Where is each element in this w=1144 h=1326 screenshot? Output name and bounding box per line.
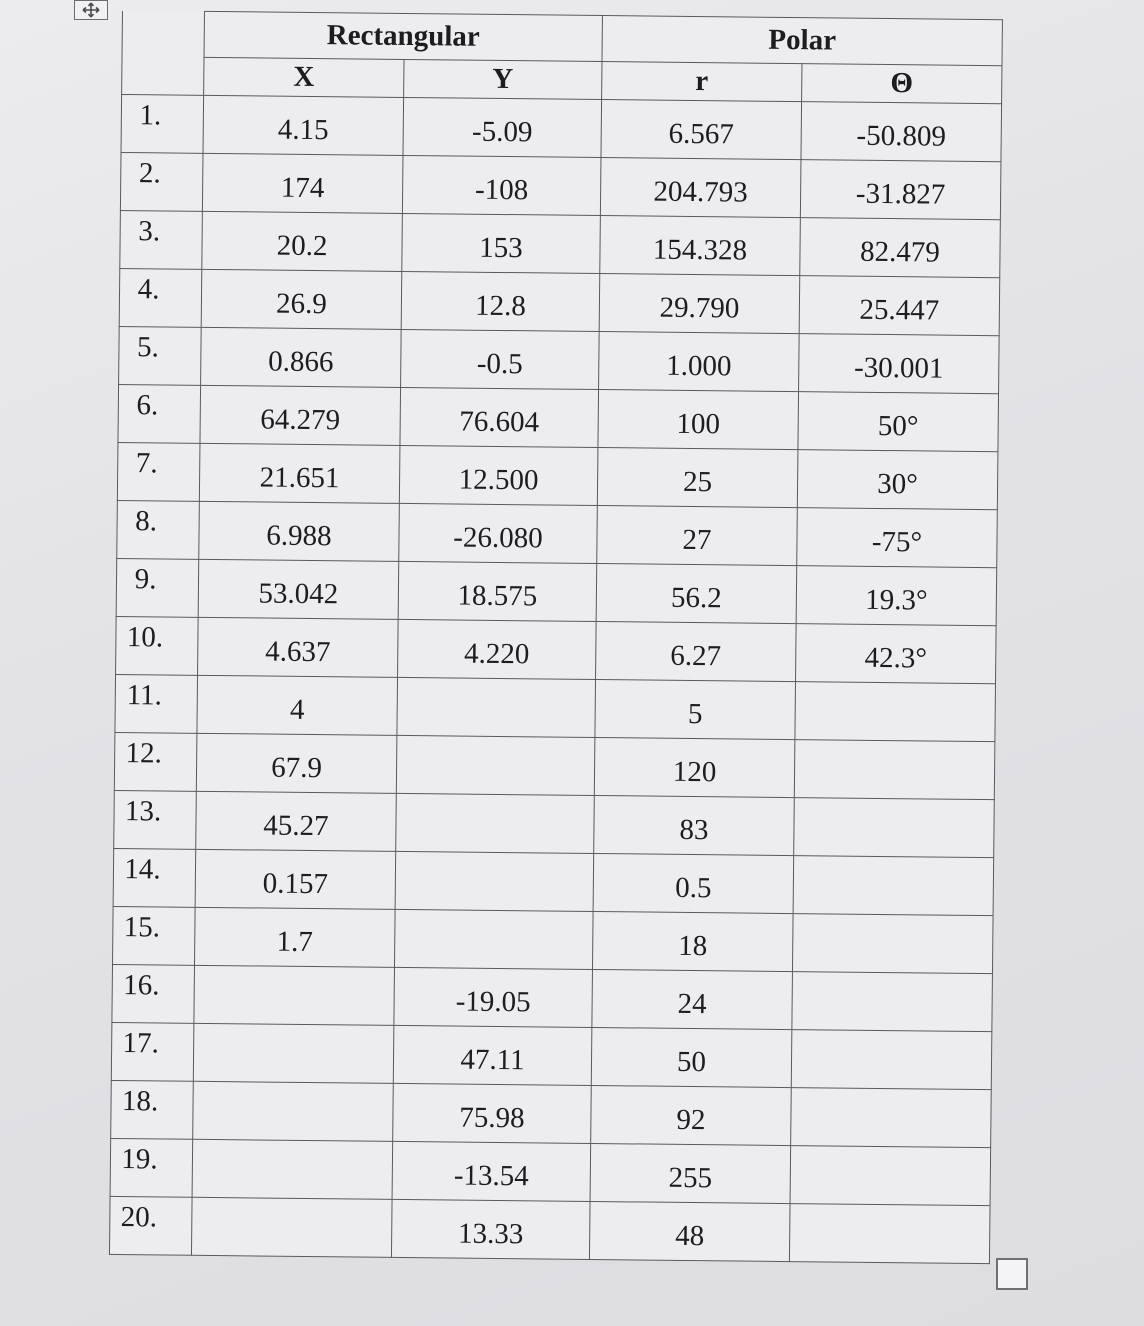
x-value-cell[interactable]: 1.7 xyxy=(195,907,396,967)
y-value-cell[interactable]: 18.575 xyxy=(398,561,597,621)
y-value-cell[interactable] xyxy=(397,677,596,737)
y-value-cell[interactable]: -108 xyxy=(402,155,601,215)
theta-value-cell[interactable]: 82.479 xyxy=(800,218,1001,278)
table-row xyxy=(112,964,993,1031)
row-number-cell[interactable]: 20. xyxy=(109,1196,192,1255)
theta-value-cell[interactable]: 19.3° xyxy=(796,566,997,626)
x-value-cell[interactable]: 0.157 xyxy=(195,849,396,909)
row-number-cell[interactable]: 18. xyxy=(111,1080,194,1139)
r-value-cell[interactable]: 1.000 xyxy=(599,332,800,392)
table-row xyxy=(118,384,999,451)
theta-value-cell[interactable] xyxy=(790,1146,991,1206)
table-resize-handle[interactable] xyxy=(996,1258,1028,1290)
coordinate-conversion-table xyxy=(109,10,1003,1264)
column-header-x: X xyxy=(204,57,404,97)
r-value-cell[interactable]: 83 xyxy=(594,795,795,855)
x-value-cell[interactable] xyxy=(194,965,395,1025)
column-header-r: r xyxy=(602,62,802,102)
r-value-cell[interactable]: 100 xyxy=(598,390,799,450)
x-value-cell[interactable]: 4.637 xyxy=(198,617,399,677)
r-value-cell[interactable]: 204.793 xyxy=(600,158,801,218)
column-header-y: Y xyxy=(404,59,602,99)
x-value-cell[interactable]: 6.988 xyxy=(199,501,400,561)
theta-value-cell[interactable]: 42.3° xyxy=(796,624,997,684)
x-value-cell[interactable] xyxy=(193,1081,394,1141)
table-row xyxy=(117,442,998,509)
y-value-cell[interactable]: 12.8 xyxy=(401,271,600,331)
y-value-cell[interactable]: 12.500 xyxy=(399,445,598,505)
y-value-cell[interactable]: -13.54 xyxy=(392,1141,591,1201)
table-row xyxy=(117,500,998,567)
r-value-cell[interactable]: 25 xyxy=(597,448,798,508)
y-value-cell[interactable]: 47.11 xyxy=(393,1025,592,1085)
r-value-cell[interactable]: 120 xyxy=(594,737,795,797)
row-number-cell[interactable]: 7. xyxy=(117,442,200,501)
r-value-cell[interactable]: 48 xyxy=(589,1201,790,1261)
r-value-cell[interactable]: 50 xyxy=(591,1027,792,1087)
y-value-cell[interactable]: -26.080 xyxy=(399,503,598,563)
x-value-cell[interactable]: 26.9 xyxy=(201,269,402,329)
conversion-table-container xyxy=(109,10,1002,1264)
y-value-cell[interactable]: 13.33 xyxy=(391,1199,590,1259)
row-number-cell[interactable]: 1. xyxy=(121,95,204,154)
row-number-cell[interactable]: 2. xyxy=(120,152,203,211)
r-value-cell[interactable]: 154.328 xyxy=(600,216,801,276)
r-value-cell[interactable]: 92 xyxy=(591,1085,792,1145)
y-value-cell[interactable]: 153 xyxy=(402,213,601,273)
y-value-cell[interactable] xyxy=(395,851,594,911)
r-value-cell[interactable]: 56.2 xyxy=(596,564,797,624)
table-row xyxy=(113,848,994,915)
x-value-cell[interactable] xyxy=(193,1023,394,1083)
row-number-cell[interactable]: 14. xyxy=(113,848,196,907)
y-value-cell[interactable]: -5.09 xyxy=(403,97,602,157)
move-arrows-icon xyxy=(80,2,102,18)
x-value-cell[interactable]: 174 xyxy=(202,153,403,213)
x-value-cell[interactable]: 45.27 xyxy=(196,791,397,851)
theta-value-cell[interactable]: 30° xyxy=(797,450,998,510)
theta-value-cell[interactable]: -75° xyxy=(797,508,998,568)
column-header-theta: Θ xyxy=(802,64,1002,104)
table-row xyxy=(120,210,1001,277)
x-value-cell[interactable]: 4 xyxy=(197,675,398,735)
y-value-cell[interactable]: 4.220 xyxy=(398,619,597,679)
x-value-cell[interactable]: 21.651 xyxy=(199,443,400,503)
table-row xyxy=(113,906,994,973)
row-number-cell[interactable]: 16. xyxy=(112,964,195,1023)
theta-value-cell[interactable] xyxy=(789,1204,990,1264)
y-value-cell[interactable]: -19.05 xyxy=(394,967,593,1027)
table-row xyxy=(120,152,1001,219)
row-number-cell[interactable]: 6. xyxy=(118,384,201,443)
r-value-cell[interactable]: 255 xyxy=(590,1143,791,1203)
theta-value-cell[interactable] xyxy=(792,914,993,974)
row-number-cell[interactable]: 12. xyxy=(114,732,197,791)
r-value-cell[interactable]: 0.5 xyxy=(593,853,794,913)
theta-value-cell[interactable] xyxy=(794,798,995,858)
y-value-cell[interactable] xyxy=(396,793,595,853)
table-row xyxy=(119,326,1000,393)
r-value-cell[interactable]: 6.27 xyxy=(596,621,797,681)
theta-value-cell[interactable] xyxy=(794,740,995,800)
theta-value-cell[interactable]: -31.827 xyxy=(800,160,1001,220)
theta-value-cell[interactable]: -30.001 xyxy=(799,334,1000,394)
polar-group-header: Polar xyxy=(602,16,1002,66)
theta-value-cell[interactable]: 50° xyxy=(798,392,999,452)
y-value-cell[interactable]: 76.604 xyxy=(400,387,599,447)
table-row xyxy=(115,674,996,741)
x-value-cell[interactable] xyxy=(191,1197,392,1257)
row-number-header xyxy=(122,11,205,96)
x-value-cell[interactable]: 0.866 xyxy=(201,327,402,387)
row-number-cell[interactable]: 13. xyxy=(114,790,197,849)
y-value-cell[interactable]: 75.98 xyxy=(393,1083,592,1143)
table-row xyxy=(110,1138,991,1205)
table-row xyxy=(114,790,995,857)
r-value-cell[interactable]: 24 xyxy=(592,969,793,1029)
r-value-cell[interactable]: 27 xyxy=(597,506,798,566)
y-value-cell[interactable] xyxy=(396,735,595,795)
row-number-cell[interactable]: 3. xyxy=(120,210,203,269)
table-row xyxy=(111,1080,992,1147)
row-number-cell[interactable]: 10. xyxy=(116,616,199,675)
x-value-cell[interactable]: 53.042 xyxy=(198,559,399,619)
x-value-cell[interactable]: 4.15 xyxy=(203,95,404,155)
table-row xyxy=(121,95,1002,162)
x-value-cell[interactable]: 67.9 xyxy=(196,733,397,793)
table-row xyxy=(114,732,995,799)
table-row xyxy=(109,1196,990,1263)
row-number-cell[interactable]: 4. xyxy=(119,268,202,327)
rectangular-group-header: Rectangular xyxy=(204,11,602,61)
theta-value-cell[interactable]: -50.809 xyxy=(801,102,1002,162)
row-number-cell[interactable]: 5. xyxy=(119,326,202,385)
theta-value-cell[interactable] xyxy=(791,1088,992,1148)
table-body xyxy=(109,95,1001,1264)
table-row xyxy=(116,616,997,683)
r-value-cell[interactable]: 5 xyxy=(595,679,796,739)
r-value-cell[interactable]: 6.567 xyxy=(601,100,802,160)
y-value-cell[interactable] xyxy=(394,909,593,969)
theta-value-cell[interactable] xyxy=(792,972,993,1032)
x-value-cell[interactable]: 20.2 xyxy=(202,211,403,271)
r-value-cell[interactable]: 29.790 xyxy=(599,274,800,334)
r-value-cell[interactable]: 18 xyxy=(592,911,793,971)
row-number-cell[interactable]: 9. xyxy=(116,558,199,617)
table-row xyxy=(111,1022,992,1089)
row-number-cell[interactable]: 11. xyxy=(115,674,198,733)
x-value-cell[interactable]: 64.279 xyxy=(200,385,401,445)
y-value-cell[interactable]: -0.5 xyxy=(401,329,600,389)
table-row xyxy=(119,268,1000,335)
theta-value-cell[interactable] xyxy=(795,682,996,742)
table-row xyxy=(116,558,997,625)
theta-value-cell[interactable] xyxy=(793,856,994,916)
table-move-handle[interactable] xyxy=(74,0,108,20)
row-number-cell[interactable]: 19. xyxy=(110,1138,193,1197)
row-number-cell[interactable]: 17. xyxy=(111,1022,194,1081)
row-number-cell[interactable]: 8. xyxy=(117,500,200,559)
theta-value-cell[interactable] xyxy=(791,1030,992,1090)
x-value-cell[interactable] xyxy=(192,1139,393,1199)
row-number-cell[interactable]: 15. xyxy=(113,906,196,965)
theta-value-cell[interactable]: 25.447 xyxy=(799,276,1000,336)
